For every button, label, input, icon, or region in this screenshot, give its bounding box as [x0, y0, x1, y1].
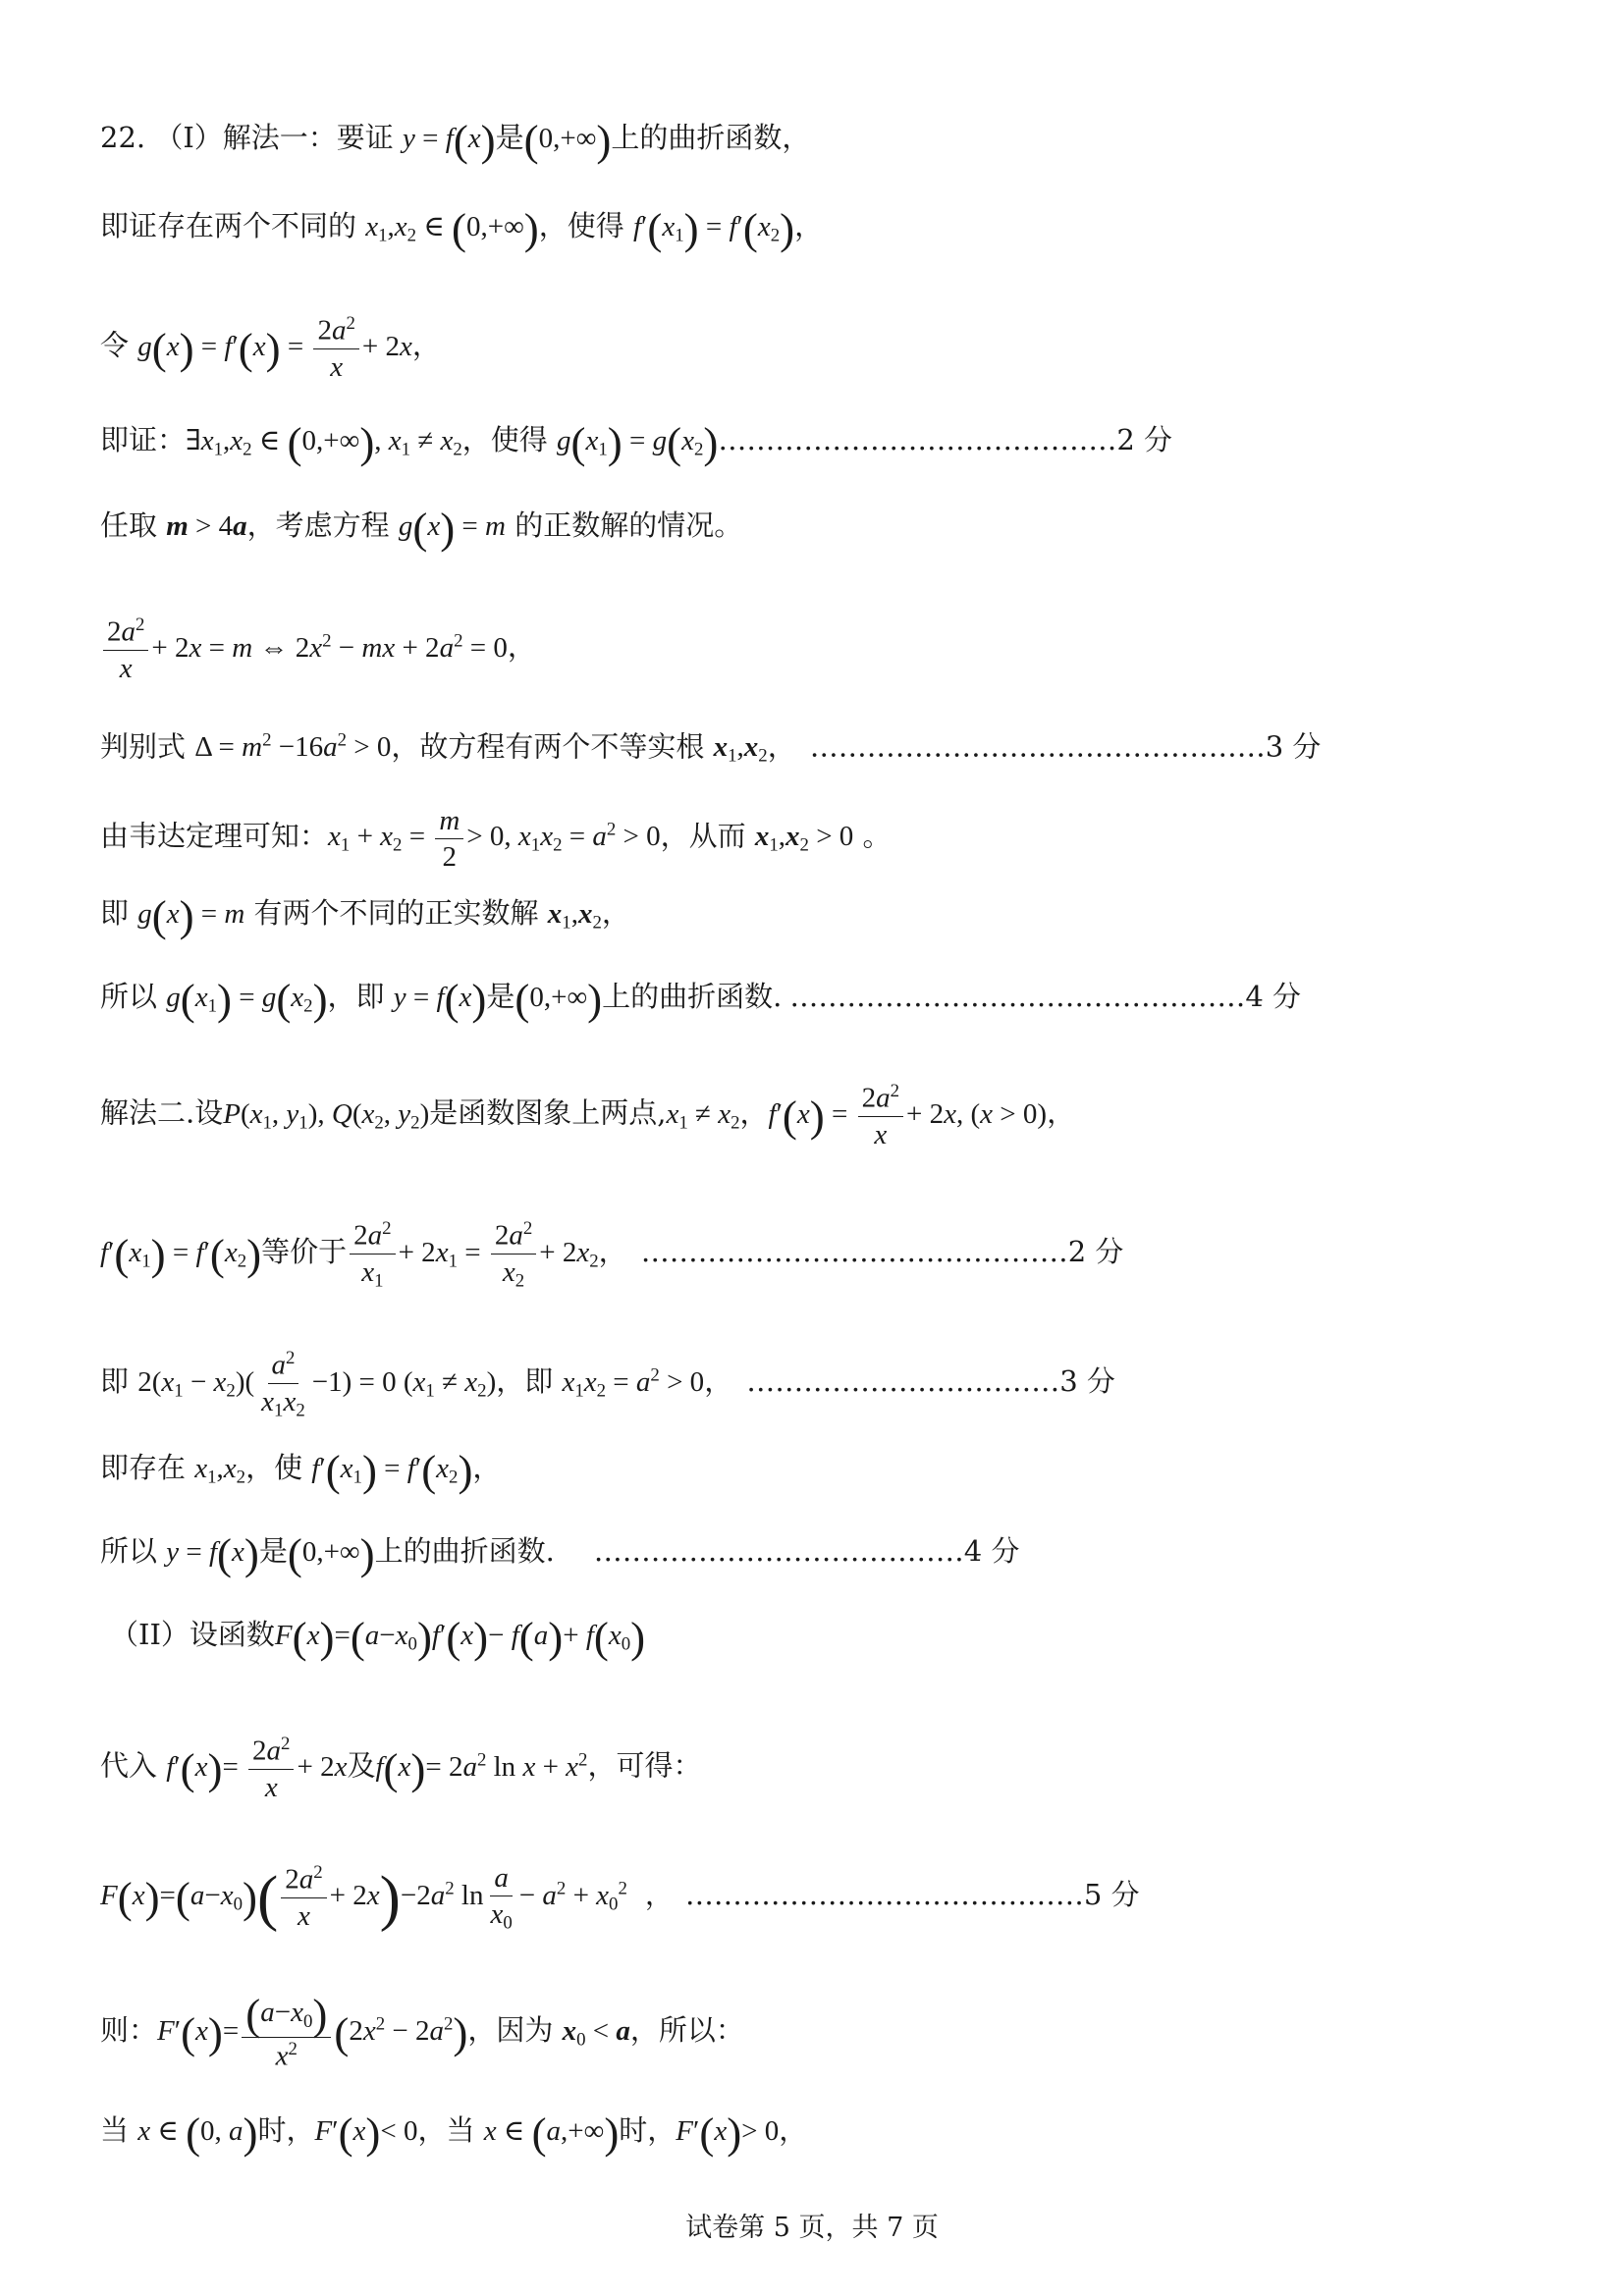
- math-x1x2-sol: $x_1,x_2$: [547, 898, 602, 934]
- line-14: 即存在 $x_1,x_2$，使 $f'(x_1) = f'(x_2)$，: [100, 1445, 502, 1495]
- math-equiv: $\frac{2a^2}{x_1}$ + $2x_1$ = $\frac{2a^2}{x_2}$ + $2x_2$: [347, 1237, 599, 1268]
- math-y-fx-3: y = f(x): [166, 1528, 259, 1578]
- line-6: $\frac{2a^2}{x}$ + 2x = m ⇔ $2x^2$ − mx + $2a^2 = 0$，: [100, 614, 536, 686]
- math-points: $P(x_1$, $y_1$), $Q(x_2$, $y_2$): [223, 1097, 430, 1134]
- score-dots: …………………………………………3 分: [809, 729, 1322, 764]
- math-x0-lt-a: $x_0 < a$: [562, 2014, 630, 2051]
- math-F-def: $F(x)=(a-x_0)f'(x)- f(a)+ f(x_0)$: [274, 1612, 646, 1662]
- line-3: 令 g(x) = f′(x) = $\frac{2a^2}{x}$ + 2x，: [100, 313, 441, 383]
- line-12: $f'(x_1) = f'(x_2)$等价于 $\frac{2a^2}{x_1}$ + $2x_1$ = $\frac{2a^2}{x_2}$ + $2x_2$， ………………………………………2 分: [100, 1218, 1124, 1292]
- math-interval-a-inf: x ∈ (a,+∞): [483, 2108, 620, 2158]
- math-fprime-eq-2: $f'(x_1) = f'(x_2)$: [100, 1229, 262, 1279]
- math-interval-0a: x ∈ (0, a): [137, 2108, 258, 2158]
- math-vieta: $x_1 + x_2$ = $\frac{m}{2}$ > 0, $x_1x_2 = a^2 > 0$: [328, 805, 661, 874]
- math-g-eq: $g(x_1) = g(x_2)$: [557, 417, 719, 467]
- line-17: 代入 f′(x)= $\frac{2a^2}{x}$ + 2x及$f(x)= 2a^2$ $\ln x + x^2$，可得：: [100, 1734, 702, 1803]
- math-interval-3: (0,+∞): [287, 1528, 375, 1578]
- score-dots: ……………………………3 分: [746, 1364, 1115, 1399]
- math-F-prime: F′(x)= $\frac{(a-x_0)}{x^2}$ $(2x^2 - 2a^2)$: [157, 1990, 468, 2072]
- math-Fp-neg: F′(x)< 0: [314, 2108, 418, 2158]
- score-dots: ……………………………………2 分: [718, 423, 1173, 456]
- math-product: $x_1x_2 = a^2 > 0$: [562, 1364, 705, 1402]
- math-x1x2: $x_1,x_2$: [713, 731, 768, 767]
- math-g-def: g(x) = f′(x) = $\frac{2a^2}{x}$ + 2x: [137, 313, 412, 383]
- score-dots: …………………………………………4 分: [789, 980, 1301, 1013]
- line-4: 即证：$\exists x_1,x_2$ ∈ (0,+∞), $x_1 \ne x_2$，使得 $g(x_1)$ = $g(x_2)\dots\dots\dots\dots\dots\dots\dots\dots\dots\dots\dots\dots\dots\dots 2$ 分: [100, 417, 1173, 467]
- math-y-eq-fx: y = f(x): [403, 115, 496, 165]
- math-F-expanded: $F(x)=(a-x_0)$( $\frac{2a^2}{x}$ + $2x)-2a^2$ ln $\frac{a}{x_0}$ − $a^2 + x_0^2$: [100, 1862, 627, 1934]
- line-8: 由韦达定理可知：$x_1 + x_2$ = $\frac{m}{2}$ > 0, $x_1x_2 = a^2 > 0$，从而 $x_1,x_2 > 0$ 。: [100, 805, 892, 874]
- math-fprime-def: $x_1 \ne x_2$，f′(x) = $\frac{2a^2}{x}$ + 2x, (x > 0): [666, 1081, 1048, 1150]
- line-18: $F(x)=(a-x_0)$( $\frac{2a^2}{x}$ + $2x)-2a^2$ ln $\frac{a}{x_0}$ − $a^2 + x_0^2$ ， ……………………………………5 分: [100, 1862, 1140, 1934]
- math-equation: $\frac{2a^2}{x}$ + 2x = m ⇔ $2x^2$ − mx + $2a^2 = 0$: [100, 632, 508, 664]
- math-f-def: $f(x)= 2a^2$ $\ln x + x^2$: [375, 1743, 588, 1793]
- math-x1x2-in: $x_1,x_2$ ∈ (0,+∞): [365, 203, 539, 253]
- math-gx-m: g(x) = m: [137, 890, 245, 940]
- math-exists: $\exists x_1,x_2$ ∈ (0,+∞), $x_1 \ne x_2$: [186, 417, 462, 467]
- line-16: （II）设函数$F(x)=(a-x_0)f'(x)- f(a)+ f(x_0)$: [110, 1612, 646, 1662]
- math-fprime-eq: $f'(x_1) = f'(x_2)$: [632, 203, 795, 253]
- math-positive: $x_1,x_2 > 0$: [754, 821, 854, 857]
- line-11: 解法二.设$P(x_1$, $y_1$), $Q(x_2$, $y_2$)是函数图象上两点$,x_1 \ne x_2$，f′(x) = $\frac{2a^2}{x}$ + 2x, (x > 0)，: [100, 1081, 1076, 1150]
- line-10: 所以 $g(x_1) = g(x_2)$，即 y = f(x)是(0,+∞)上的曲折函数. …………………………………………4 分: [100, 974, 1301, 1024]
- line-19: 则：F′(x)= $\frac{(a-x_0)}{x^2}$ $(2x^2 - 2a^2)$，因为 $x_0 < a$，所以：: [100, 1990, 744, 2072]
- math-fprime-eq-3: $f'(x_1) = f'(x_2)$: [311, 1445, 473, 1495]
- score-dots: …………………………………4 分: [593, 1534, 1020, 1568]
- math-substitute: f′(x)= $\frac{2a^2}{x}$ + 2x: [166, 1734, 348, 1803]
- line-1: 22. （I）解法一：要证 y = f(x)是(0,+∞)上的曲折函数，: [100, 115, 811, 165]
- line-9: 即 g(x) = m 有两个不同的正实数解 $x_1,x_2$，: [100, 890, 630, 940]
- line-13: 即 $2(x_1 - x_2)$( $\frac{a^2}{x_1x_2}$ −1) = 0 $(x_1 \ne x_2)$，即 $x_1x_2 = a^2 > 0$， ……………………………3 分: [100, 1348, 1115, 1421]
- line-7: 判别式 $\Delta = m^2 -16a^2 > 0$，故方程有两个不等实根 $x_1,x_2$， …………………………………………3 分: [100, 729, 1322, 767]
- math-gx-eq-m: g(x) = m: [398, 503, 506, 553]
- score-dots: ……………………………………5 分: [684, 1877, 1140, 1911]
- math-g-eq-2: $g(x_1) = g(x_2)$: [166, 974, 328, 1024]
- line-5: 任取 m > 4a，考虑方程 g(x) = m 的正数解的情况。: [100, 503, 743, 553]
- line-15: 所以 y = f(x)是(0,+∞)上的曲折函数. …………………………………4 分: [100, 1528, 1020, 1578]
- line-20: 当 x ∈ (0, a)时，F′(x)< 0，当 x ∈ (a,+∞)时，F′(x)> 0，: [100, 2108, 808, 2158]
- score-dots: ………………………………………2 分: [640, 1235, 1124, 1269]
- math-interval-2: (0,+∞): [514, 974, 603, 1024]
- math-Fp-pos: F′(x)> 0: [676, 2108, 780, 2158]
- math-interval: (0,+∞): [523, 115, 612, 165]
- line-2: 即证存在两个不同的 $x_1,x_2$ ∈ (0,+∞)，使得 $f'(x_1) = f'(x_2)$，: [100, 203, 824, 253]
- math-y-fx-2: y = f(x): [393, 974, 487, 1024]
- math-discriminant: $\Delta = m^2 -16a^2 > 0$: [194, 730, 392, 764]
- math-m-gt-4a: m > 4a: [166, 510, 247, 542]
- math-x1x2-exist: $x_1,x_2$: [194, 1453, 246, 1488]
- page-footer: 试卷第 5 页，共 7 页: [685, 2213, 939, 2243]
- math-factor: $2(x_1 - x_2)$( $\frac{a^2}{x_1x_2}$ −1) = 0 $(x_1 \ne x_2)$: [137, 1348, 497, 1421]
